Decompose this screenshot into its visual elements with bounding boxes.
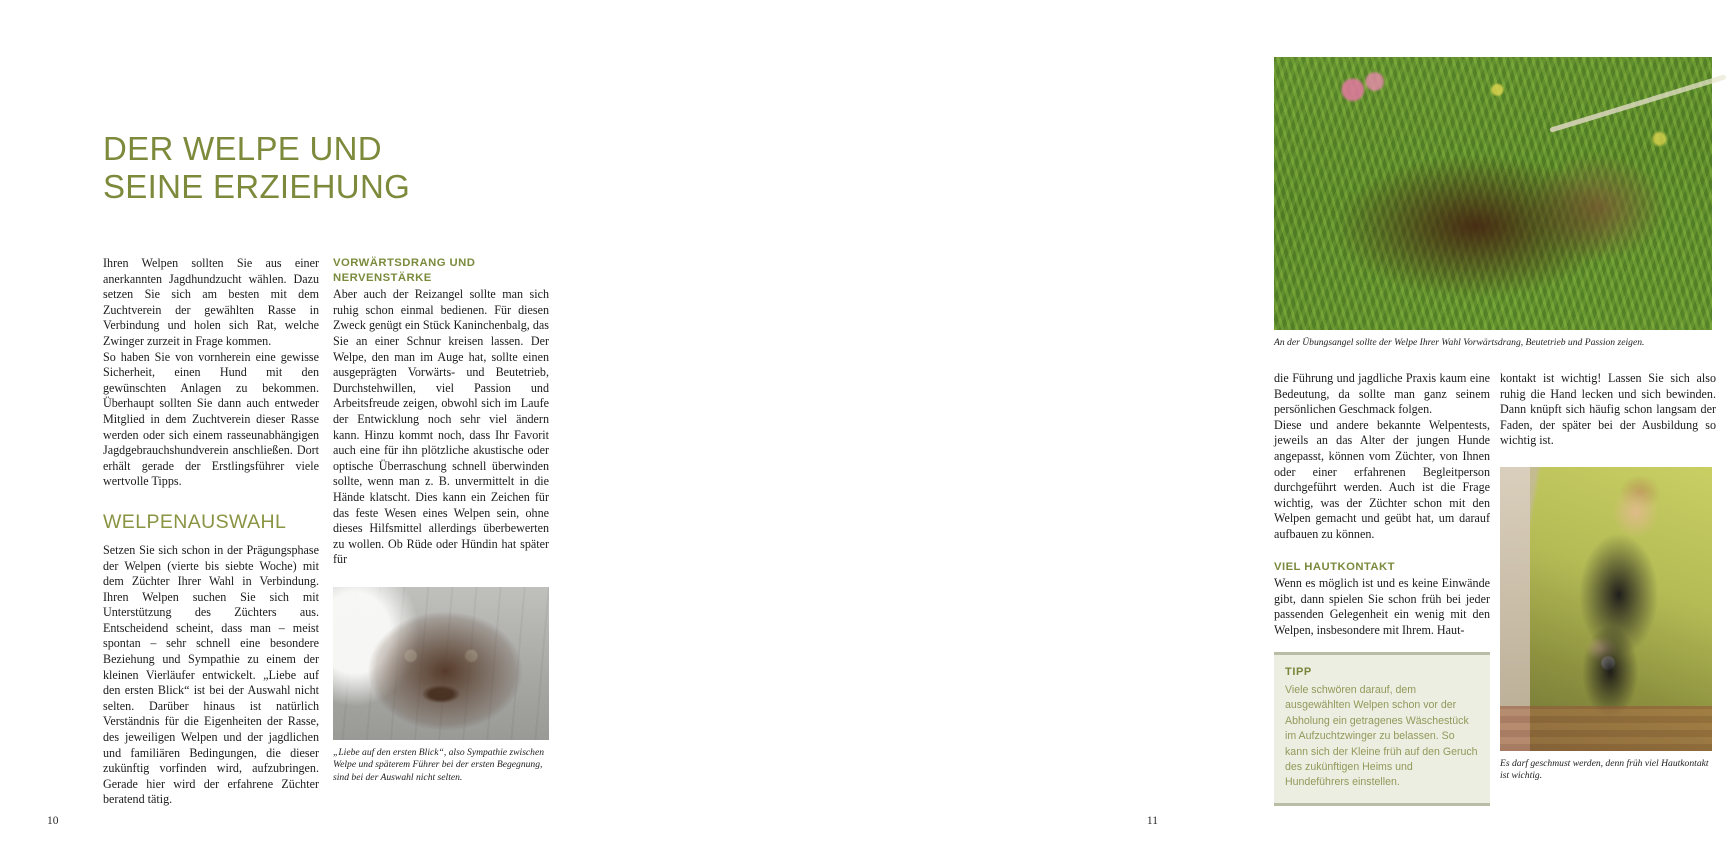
text-column-1	[103, 256, 319, 808]
paragraph: Aber auch der Reizangel sollte man sich ruhig schon einmal bedienen. Für diesen Zweck genügt ein Stück Kaninchenbalg, das Sie an einer Schnur kreisen lassen. Der Welpe, den man im Auge hat, sollte einen ausgeprägten Vorwärts- und Beutetrieb, Durchstehwillen, viel Passion und Arbeitsfreude zeigen, obwohl sich im Laufe der Entwicklung noch sehr viel ändern kann. Hinzu kommt noch, dass Ihr Favorit auch eine für ihn plötzliche akustische oder optische Überraschung schnell überwinden sollte, wenn man z. B. unvermittelt in die Hände klatscht. Dies kann ein Zeichen für das feste Wesen eines Welpen sein, ohne dieses Hilfsmittel allerdings überbewerten zu wollen. Ob Rüde oder Hündin hat später für	[333, 287, 549, 567]
paragraph: die Führung und jagdliche Praxis kaum eine Bedeutung, da sollte man ganz seinem persönlichen Geschmack folgen.	[1274, 371, 1490, 417]
page-number-left: 10	[47, 815, 59, 827]
paragraph: So haben Sie von vornherein eine gewisse Sicherheit, einen Hund mit den gewünschten Anlagen zu bekommen. Überhaupt sollten Sie dann auch entweder Mitglied in dem Zuchtverein dieser Rasse werden oder sich einem rasseunabhängigen Jagdgebrauchshundverein anschließen. Dort erhält gerade der Erstlingsführer viele wertvolle Tipps.	[103, 349, 319, 489]
figure-caption: „Liebe auf den ersten Blick“, also Sympathie zwischen Welpe und späterem Führer bei der ersten Begegnung, sind bei der Auswahl nicht selten.	[333, 747, 545, 783]
page-title	[103, 130, 523, 206]
paragraph: Wenn es möglich ist und es keine Einwände gibt, dann spielen Sie schon früh bei jeder passenden Gelegenheit ein wenig mit den Welpen, insbesondere mit Ihrem. Haut-	[1274, 576, 1490, 637]
figure-caption: An der Übungsangel sollte der Welpe Ihrer Wahl Vorwärtsdrang, Beutetrieb und Passion zeigen.	[1274, 337, 1645, 348]
figure-caption: Es darf geschmust werden, denn früh viel Hautkontakt ist wichtig.	[1500, 758, 1709, 782]
section-heading-welpenauswahl: WELPENAUSWAHL	[103, 510, 287, 533]
paragraph: Setzen Sie sich schon in der Prägungsphase der Welpen (vierte bis siebte Woche) mit dem Züchter Ihrer Wahl in Verbindung. Ihren Welpen suchen Sie sich mit Unterstützung des Züchters aus. Entscheidend scheint, dass man – meist spontan – sehr schnell eine besondere Beziehung und Sympathie zu einem der kleinen Vierläufer entwickelt. „Liebe auf den ersten Blick“ ist bei der Auswahl nicht selten. Darüber hinaus ist natürlich Verständnis für die Eigenheiten der Rasse, des jeweiligen Welpen und der jagdlichen und familiären Bedingungen, die dieser zukünftig vorfinden wird, aufzubringen. Gerade hier wird der erfahrene Züchter beratend tätig.	[103, 542, 319, 807]
text-column-2	[333, 256, 549, 568]
tipp-callout-box	[1274, 652, 1490, 806]
paragraph: Diese und andere bekannte Welpentests, jeweils an das Alter der jungen Hunde angepasst, können vom Züchter, von Ihnen oder einer erfahrenen Begleitperson durchgeführt werden. Auch ist die Frage wichtig, was der Züchter schon mit den Welpen gemacht und geübt hat, um darauf aufbauen zu können.	[1274, 417, 1490, 541]
page-right	[607, 0, 1716, 857]
paragraph: Ihren Welpen sollten Sie aus einer anerkannten Jagdhundzucht wählen. Dazu setzen Sie sich am besten mit dem Zuchtverein der gewählten Rasse in Verbindung und holen sich Rat, welche Zwinger zurzeit in Frage kommen.	[103, 256, 319, 348]
tipp-body: Viele schwören darauf, dem ausgewählten Welpen schon vor der Abholung ein getragenes Wäschestück im Aufzuchtzwinger zu belassen. So kann sich der Kleine früh auf den Geruch des zukünftigen Heims und Hundeführers einstellen.	[1285, 684, 1478, 789]
page-title-line-2: SEINE ERZIEHUNG	[103, 168, 411, 206]
figure-puppy-portrait	[333, 587, 549, 784]
figure-man-with-puppy	[1500, 467, 1712, 783]
paragraph: kontakt ist wichtig! Lassen Sie sich also ruhig die Hand lecken und sich bewinden. Dann knüpft sich häufig schon langsam der Faden, der später bei der Ausbildung so wichtig ist.	[1500, 371, 1716, 448]
page-title-line-1: DER WELPE UND	[103, 130, 382, 168]
page-number-right: 11	[1146, 815, 1158, 827]
photo-dog-with-dummy	[1274, 57, 1712, 330]
subheading-viel-hautkontakt: VIEL HAUTKONTAKT	[1274, 560, 1396, 573]
subheading-vorwaertsdrang: VORWÄRTSDRANG UND NERVENSTÄRKE	[333, 257, 476, 284]
text-column-4	[1500, 371, 1716, 449]
page-left	[0, 0, 607, 857]
photo-puppy-lying	[333, 587, 549, 740]
photo-man-holding-puppy	[1500, 467, 1712, 751]
tipp-title: TIPP	[1285, 666, 1312, 678]
figure-working-dog	[1274, 57, 1712, 349]
text-column-3	[1274, 371, 1490, 639]
